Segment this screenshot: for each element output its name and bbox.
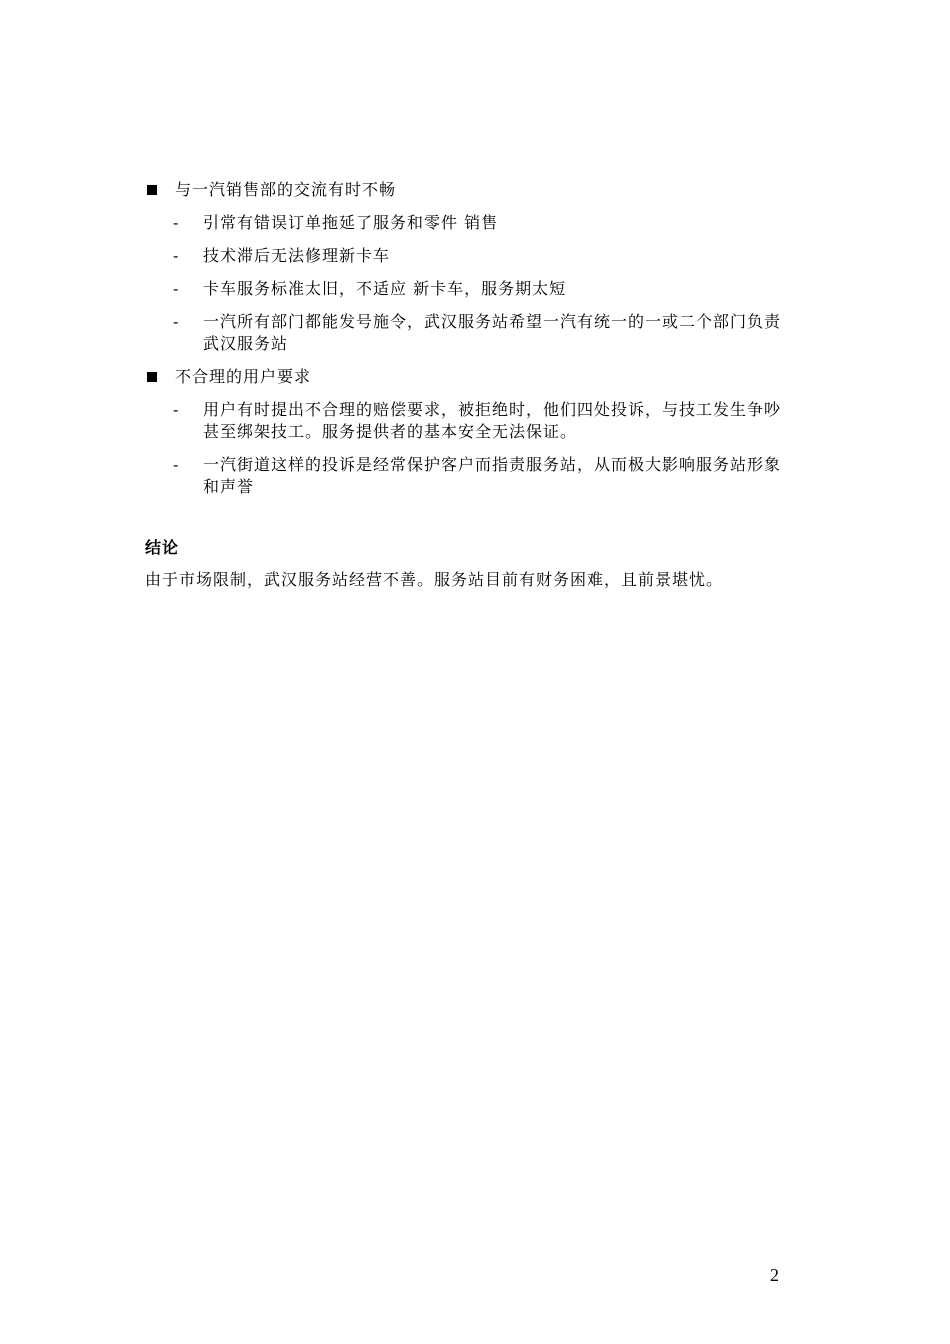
bullet-item bbox=[145, 179, 785, 201]
sub-item bbox=[145, 212, 785, 234]
bullet-text: 不合理的用户要求 bbox=[175, 367, 312, 386]
dash-icon: - bbox=[173, 312, 180, 331]
sub-item bbox=[145, 454, 785, 498]
sub-item-text: 技术滞后无法修理新卡车 bbox=[203, 246, 391, 265]
bullet-item bbox=[145, 366, 785, 388]
dash-icon: - bbox=[173, 455, 180, 474]
sub-item bbox=[145, 245, 785, 267]
sub-item bbox=[145, 278, 785, 300]
sub-item-text: 一汽街道这样的投诉是经常保护客户而指责服务站，从而极大影响服务站形象和声誉 bbox=[203, 455, 782, 496]
sub-item-text: 卡车服务标准太旧，不适应 新卡车，服务期太短 bbox=[203, 279, 567, 298]
page-number: 2 bbox=[770, 1265, 779, 1285]
dash-icon: - bbox=[173, 213, 180, 232]
sub-item-text: 引常有错误订单拖延了服务和零件 销售 bbox=[203, 213, 499, 232]
dash-icon: - bbox=[173, 400, 180, 419]
square-bullet-icon bbox=[147, 185, 157, 195]
sub-item-text: 用户有时提出不合理的赔偿要求，被拒绝时，他们四处投诉，与技工发生争吵甚至绑架技工。服务提供者的基本安全无法保证。 bbox=[203, 400, 782, 441]
sub-item-text: 一汽所有部门都能发号施令，武汉服务站希望一汽有统一的一或二个部门负责 武汉服务站 bbox=[203, 312, 782, 353]
conclusion-paragraph: 由于市场限制，武汉服务站经营不善。服务站目前有财务困难，且前景堪忧。 bbox=[145, 570, 724, 589]
dash-icon: - bbox=[173, 246, 180, 265]
conclusion-heading: 结论 bbox=[145, 538, 180, 557]
dash-icon: - bbox=[173, 279, 180, 298]
issues-section bbox=[145, 179, 785, 509]
conclusion-section bbox=[145, 537, 785, 592]
sub-item bbox=[145, 399, 785, 443]
square-bullet-icon bbox=[147, 372, 157, 382]
sub-item bbox=[145, 311, 785, 355]
bullet-text: 与一汽销售部的交流有时不畅 bbox=[175, 180, 397, 199]
